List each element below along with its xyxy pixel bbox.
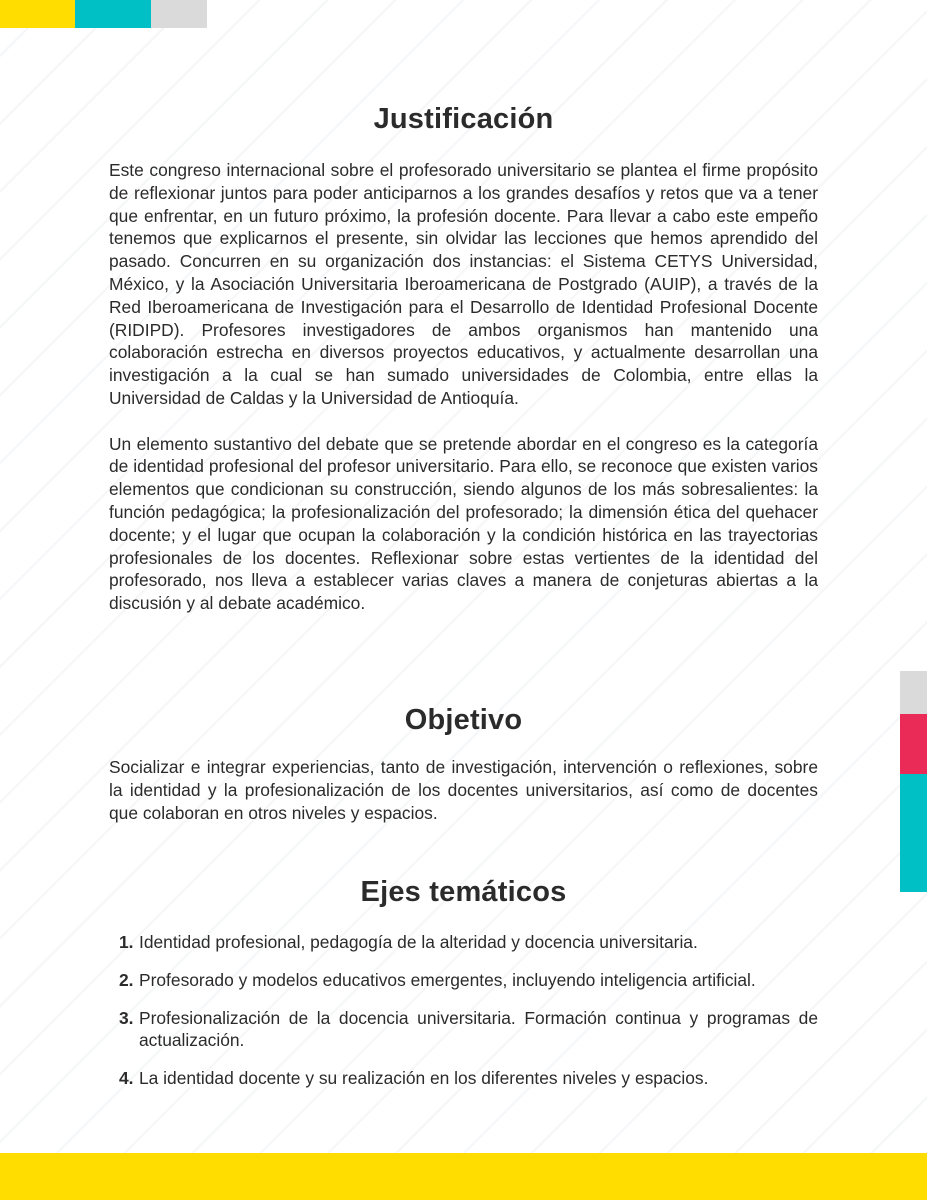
ejes-heading: Ejes temáticos bbox=[360, 876, 567, 908]
list-item-number: 2. bbox=[119, 969, 134, 990]
top-yellow-bar bbox=[0, 0, 75, 28]
objetivo-section bbox=[109, 704, 818, 824]
ejes-section bbox=[109, 876, 818, 1105]
list-item bbox=[119, 1067, 818, 1090]
list-item-text: Profesionalización de la docencia universitaria. Formación continua y programas de actualización. bbox=[139, 1007, 818, 1051]
list-item bbox=[119, 969, 818, 992]
bottom-yellow-bar bbox=[0, 1153, 927, 1200]
justificacion-section bbox=[109, 103, 818, 615]
objetivo-heading: Objetivo bbox=[404, 704, 523, 736]
list-item-number: 4. bbox=[119, 1068, 134, 1089]
list-item-number: 1. bbox=[119, 932, 134, 952]
list-item bbox=[119, 931, 818, 954]
list-item-text: Profesorado y modelos educativos emergentes, incluyendo inteligencia artificial. bbox=[139, 969, 756, 990]
top-gray-bar bbox=[151, 0, 207, 28]
list-item-number: 3. bbox=[119, 1007, 134, 1028]
justificacion-heading: Justificación bbox=[373, 103, 554, 135]
ejes-list bbox=[109, 931, 818, 1090]
side-gray-bar bbox=[900, 671, 927, 714]
side-teal-bar bbox=[900, 774, 927, 892]
justificacion-paragraph-2: Un elemento sustantivo del debate que se pretende abordar en el congreso es la categoría de identidad profesional del profesor universitario. Para ello, se reconoce que existen varios elementos que condicionan su construcción, siendo algunos de los más sobresalientes: la función pedagógica; la profesionalización del profesorado; la dimensión ética del quehacer docente; y el lugar que ocupan la colaboración y la condición histórica en las trayectorias profesionales de los docentes. Reflexionar sobre estas vertientes de la identidad del profesorado, nos lleva a establecer varias claves a manera de conjeturas abiertas a la discusión y al debate académico. bbox=[109, 433, 818, 614]
list-item-text: Identidad profesional, pedagogía de la alteridad y docencia universitaria. bbox=[139, 932, 698, 952]
side-pink-bar bbox=[900, 714, 927, 774]
objetivo-paragraph: Socializar e integrar experiencias, tanto de investigación, intervención o reflexiones, sobre la identidad y la profesionalización de los docentes universitarios, así como de docentes que colaboran en otros niveles y espacios. bbox=[109, 757, 818, 823]
list-item-text: La identidad docente y su realización en los diferentes niveles y espacios. bbox=[139, 1068, 709, 1089]
top-teal-bar bbox=[75, 0, 151, 28]
justificacion-paragraph-1: Este congreso internacional sobre el profesorado universitario se plantea el firme propósito de reflexionar juntos para poder anticiparnos a los grandes desafíos y retos que va a tener que enfrentar, en un futuro próximo, la profesión docente. Para llevar a cabo este empeño tenemos que explicarnos el presente, sin olvidar las lecciones que hemos aprendido del pasado. Concurren en su organización dos instancias: el Sistema CETYS Universidad, México, y la Asociación Universitaria Iberoamericana de Postgrado (AUIP), a través de la Red Iberoamericana de Investigación para el Desarrollo de Identidad Profesional Docente (RIDIPD). Profesores investigadores de ambos organismos han mantenido una colaboración estrecha en diversos proyectos educativos, y actualmente desarrollan una investigación a la cual se han sumado universidades de Colombia, entre ellas la Universidad de Caldas y la Universidad de Antioquía. bbox=[109, 160, 818, 408]
list-item bbox=[119, 1007, 818, 1053]
